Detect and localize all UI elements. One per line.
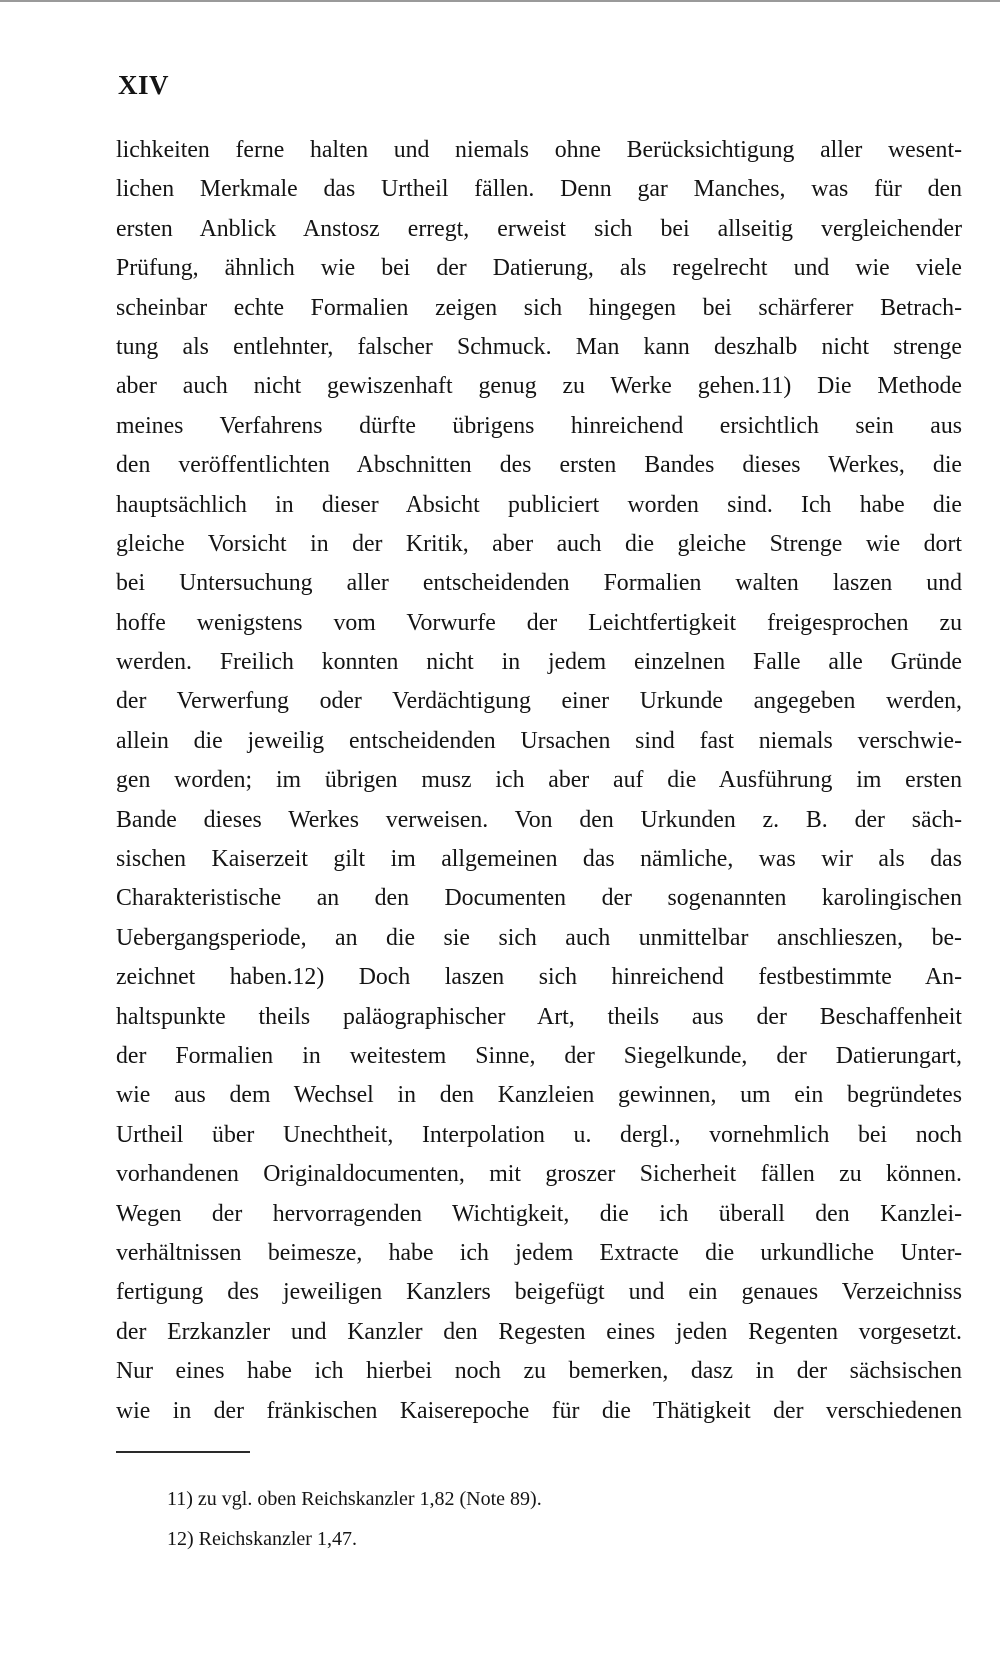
text-line: allein die jeweilig entscheidenden Ursachen sind fast niemals verschwie- — [116, 727, 962, 754]
text-line: Prüfung, ähnlich wie bei der Datierung, als regelrecht und wie viele — [116, 255, 962, 282]
text-line: lichen Merkmale das Urtheil fällen. Denn gar Manches, was für den — [116, 176, 962, 203]
text-line: vorhandenen Originaldocumenten, mit groszer Sicherheit fällen zu können. — [116, 1161, 962, 1188]
text-line: der Verwerfung oder Verdächtigung einer Urkunde angegeben werden, — [116, 688, 962, 715]
text-line: Uebergangsperiode, an die sie sich auch unmittelbar anschlieszen, be- — [116, 924, 962, 951]
text-line: wie aus dem Wechsel in den Kanzleien gewinnen, um ein begründetes — [116, 1082, 962, 1109]
text-line: scheinbar echte Formalien zeigen sich hingegen bei schärferer Betrach- — [116, 294, 962, 321]
text-line: fertigung des jeweiligen Kanzlers beigefügt und ein genaues Verzeichniss — [116, 1279, 962, 1306]
text-line: den veröffentlichten Abschnitten des ersten Bandes dieses Werkes, die — [116, 452, 962, 479]
text-line: haltspunkte theils paläographischer Art, theils aus der Beschaffenheit — [116, 1003, 962, 1030]
text-line: lichkeiten ferne halten und niemals ohne Berücksichtigung aller wesent- — [116, 137, 962, 163]
body-text — [116, 131, 962, 1431]
top-edge-rule — [0, 0, 1000, 2]
text-line: gleiche Vorsicht in der Kritik, aber auch die gleiche Strenge wie dort — [116, 530, 962, 557]
text-line: zeichnet haben.12) Doch laszen sich hinreichend festbestimmte An- — [116, 964, 962, 991]
text-line: hauptsächlich in dieser Absicht publiciert worden sind. Ich habe die — [116, 491, 962, 518]
text-line: sischen Kaiserzeit gilt im allgemeinen das nämliche, was wir als das — [116, 846, 962, 873]
footnote-11: 11) zu vgl. oben Reichskanzler 1,82 (Note 89). — [167, 1488, 542, 1510]
footnote-separator — [116, 1451, 250, 1453]
text-line: wie in der fränkischen Kaiserepoche für die Thätigkeit der verschiedenen — [116, 1397, 962, 1424]
text-line: hoffe wenigstens vom Vorwurfe der Leichtfertigkeit freigesprochen zu — [116, 609, 962, 636]
text-line: Charakteristische an den Documenten der sogenannten karolingischen — [116, 885, 962, 912]
text-line: gen worden; im übrigen musz ich aber auf die Ausführung im ersten — [116, 767, 962, 794]
footnote-12: 12) Reichskanzler 1,47. — [167, 1528, 357, 1550]
text-line: der Formalien in weitestem Sinne, der Siegelkunde, der Datierungart, — [116, 1042, 962, 1069]
text-line: aber auch nicht gewiszenhaft genug zu Werke gehen.11) Die Methode — [116, 373, 962, 400]
text-line: ersten Anblick Anstosz erregt, erweist sich bei allseitig vergleichender — [116, 215, 962, 242]
footnotes — [167, 1479, 867, 1559]
text-line: Wegen der hervorragenden Wichtigkeit, die ich überall den Kanzlei- — [116, 1200, 962, 1227]
page-number: XIV — [118, 70, 170, 100]
text-line: tung als entlehnter, falscher Schmuck. Man kann deszhalb nicht strenge — [116, 333, 962, 360]
text-line: werden. Freilich konnten nicht in jedem einzelnen Falle alle Gründe — [116, 649, 962, 676]
text-line: bei Untersuchung aller entscheidenden Formalien walten laszen und — [116, 570, 962, 597]
text-line: Bande dieses Werkes verweisen. Von den Urkunden z. B. der säch- — [116, 806, 962, 833]
text-line: Nur eines habe ich hierbei noch zu bemerken, dasz in der sächsischen — [116, 1358, 962, 1385]
text-line: der Erzkanzler und Kanzler den Regesten eines jeden Regenten vorgesetzt. — [116, 1318, 962, 1345]
text-line: Urtheil über Unechtheit, Interpolation u. dergl., vornehmlich bei noch — [116, 1121, 962, 1148]
text-line: verhältnissen beimesze, habe ich jedem Extracte die urkundliche Unter- — [116, 1239, 962, 1266]
text-line: meines Verfahrens dürfte übrigens hinreichend ersichtlich sein aus — [116, 412, 962, 439]
